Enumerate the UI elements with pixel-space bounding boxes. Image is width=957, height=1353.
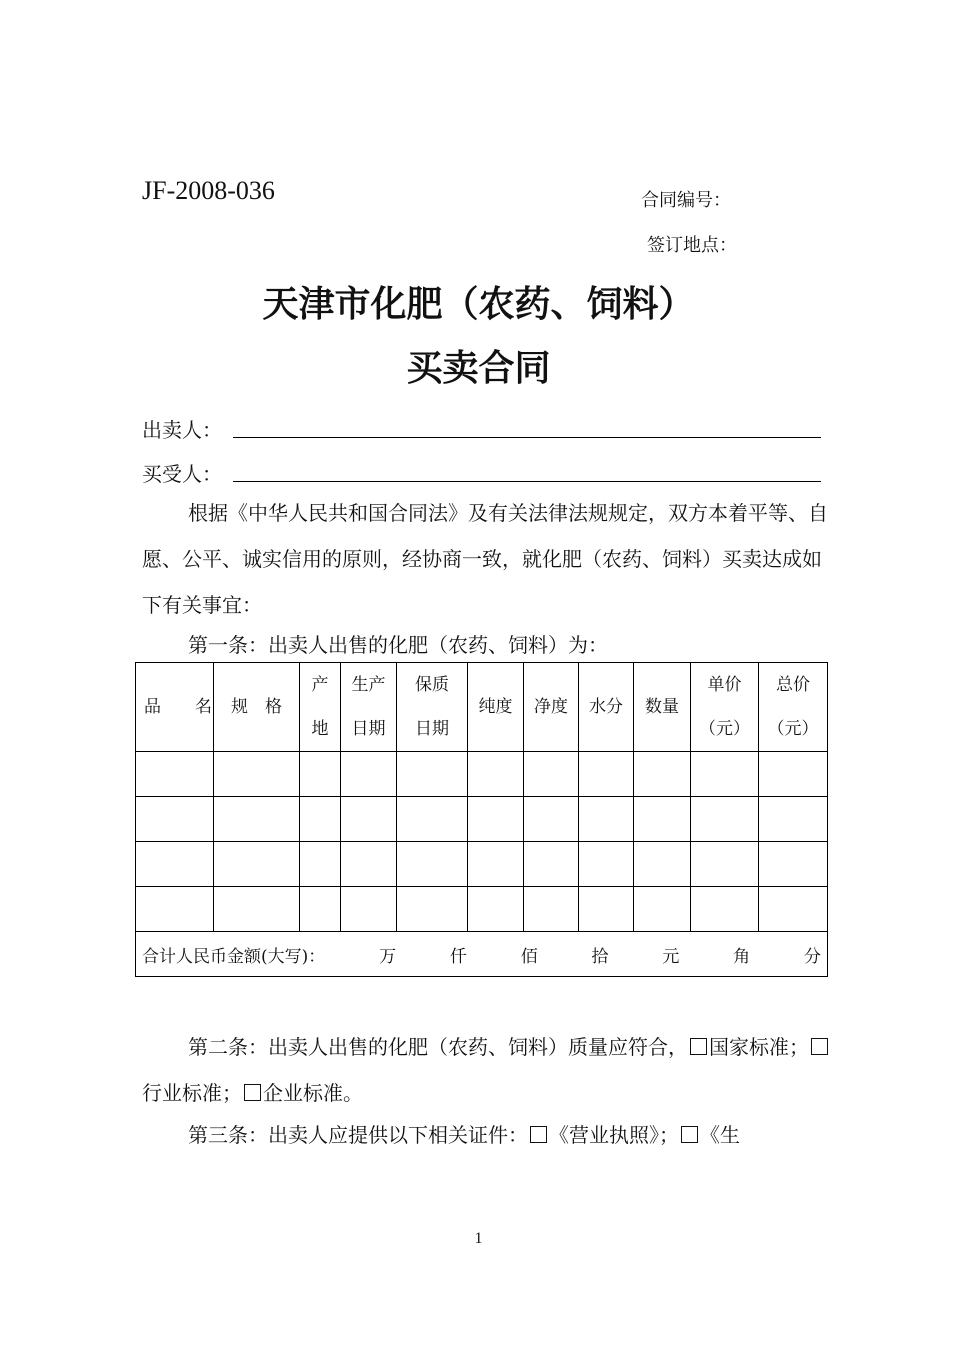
checkbox-production-license[interactable] xyxy=(681,1126,698,1143)
option-enterprise-standard: 企业标准。 xyxy=(263,1081,363,1105)
article-2 xyxy=(142,1024,832,1116)
option-production-license: 《生 xyxy=(700,1123,740,1147)
page-title-line2: 买卖合同 xyxy=(406,347,551,389)
header-name: 品 名 xyxy=(136,663,214,752)
header-origin: 产 地 xyxy=(300,663,341,752)
checkbox-industry-standard[interactable] xyxy=(811,1038,828,1055)
contract-number-label: 合同编号： xyxy=(641,190,731,211)
checkbox-enterprise-standard[interactable] xyxy=(244,1084,261,1101)
table-total-row xyxy=(136,932,828,977)
article-3-text: 第三条：出卖人应提供以下相关证件： xyxy=(188,1123,528,1147)
unit-qian: 仟 xyxy=(449,946,467,967)
unit-fen: 分 xyxy=(803,946,821,967)
article-2-text: 第二条：出卖人出售的化肥（农药、饲料）质量应符合， xyxy=(188,1035,688,1059)
table-row xyxy=(136,752,828,797)
header-production-date: 生产 日期 xyxy=(341,663,397,752)
seller-underline xyxy=(233,437,821,438)
option-industry-standard: 行业标准； xyxy=(142,1081,242,1105)
buyer-label: 买受人： xyxy=(142,462,222,486)
unit-yuan: 元 xyxy=(662,946,680,967)
preamble-paragraph: 根据《中华人民共和国合同法》及有关法律法规规定，双方本着平等、自愿、公平、诚实信用的原则，经协商一致，就化肥（农药、饲料）买卖达成如下有关事宜： xyxy=(142,501,828,617)
page-number: 1 xyxy=(474,1230,483,1247)
document-code: JF-2008-036 xyxy=(142,176,275,205)
header-net: 净度 xyxy=(524,663,579,752)
option-national-standard: 国家标准； xyxy=(709,1035,809,1059)
header-total-price: 总价 （元） xyxy=(759,663,828,752)
header-quantity: 数量 xyxy=(634,663,691,752)
page-title: 天津市化肥（农药、饲料） xyxy=(262,283,695,325)
checkbox-business-license[interactable] xyxy=(530,1126,547,1143)
buyer-underline xyxy=(233,481,821,482)
table-row xyxy=(136,842,828,887)
sign-place-label: 签订地点： xyxy=(647,235,737,256)
article-1: 第一条：出卖人出售的化肥（农药、饲料）为： xyxy=(188,633,608,657)
article-3 xyxy=(142,1112,832,1158)
unit-shi: 拾 xyxy=(591,946,609,967)
header-spec: 规 格 xyxy=(214,663,300,752)
unit-bai: 佰 xyxy=(520,946,538,967)
header-shelf-life: 保质 日期 xyxy=(397,663,468,752)
unit-jiao: 角 xyxy=(733,946,751,967)
header-unit-price: 单价 （元） xyxy=(691,663,759,752)
table-row xyxy=(136,797,828,842)
table-row xyxy=(136,887,828,932)
option-business-license: 《营业执照》； xyxy=(549,1123,679,1147)
checkbox-national-standard[interactable] xyxy=(690,1038,707,1055)
table-header-row xyxy=(136,663,828,752)
total-amount-label: 合计人民币金额(大写)： xyxy=(142,946,326,967)
total-amount-cell[interactable] xyxy=(136,932,828,977)
header-moisture: 水分 xyxy=(579,663,634,752)
seller-label: 出卖人： xyxy=(142,418,222,442)
unit-wan: 万 xyxy=(379,946,397,967)
header-purity: 纯度 xyxy=(468,663,524,752)
goods-table xyxy=(135,662,828,977)
